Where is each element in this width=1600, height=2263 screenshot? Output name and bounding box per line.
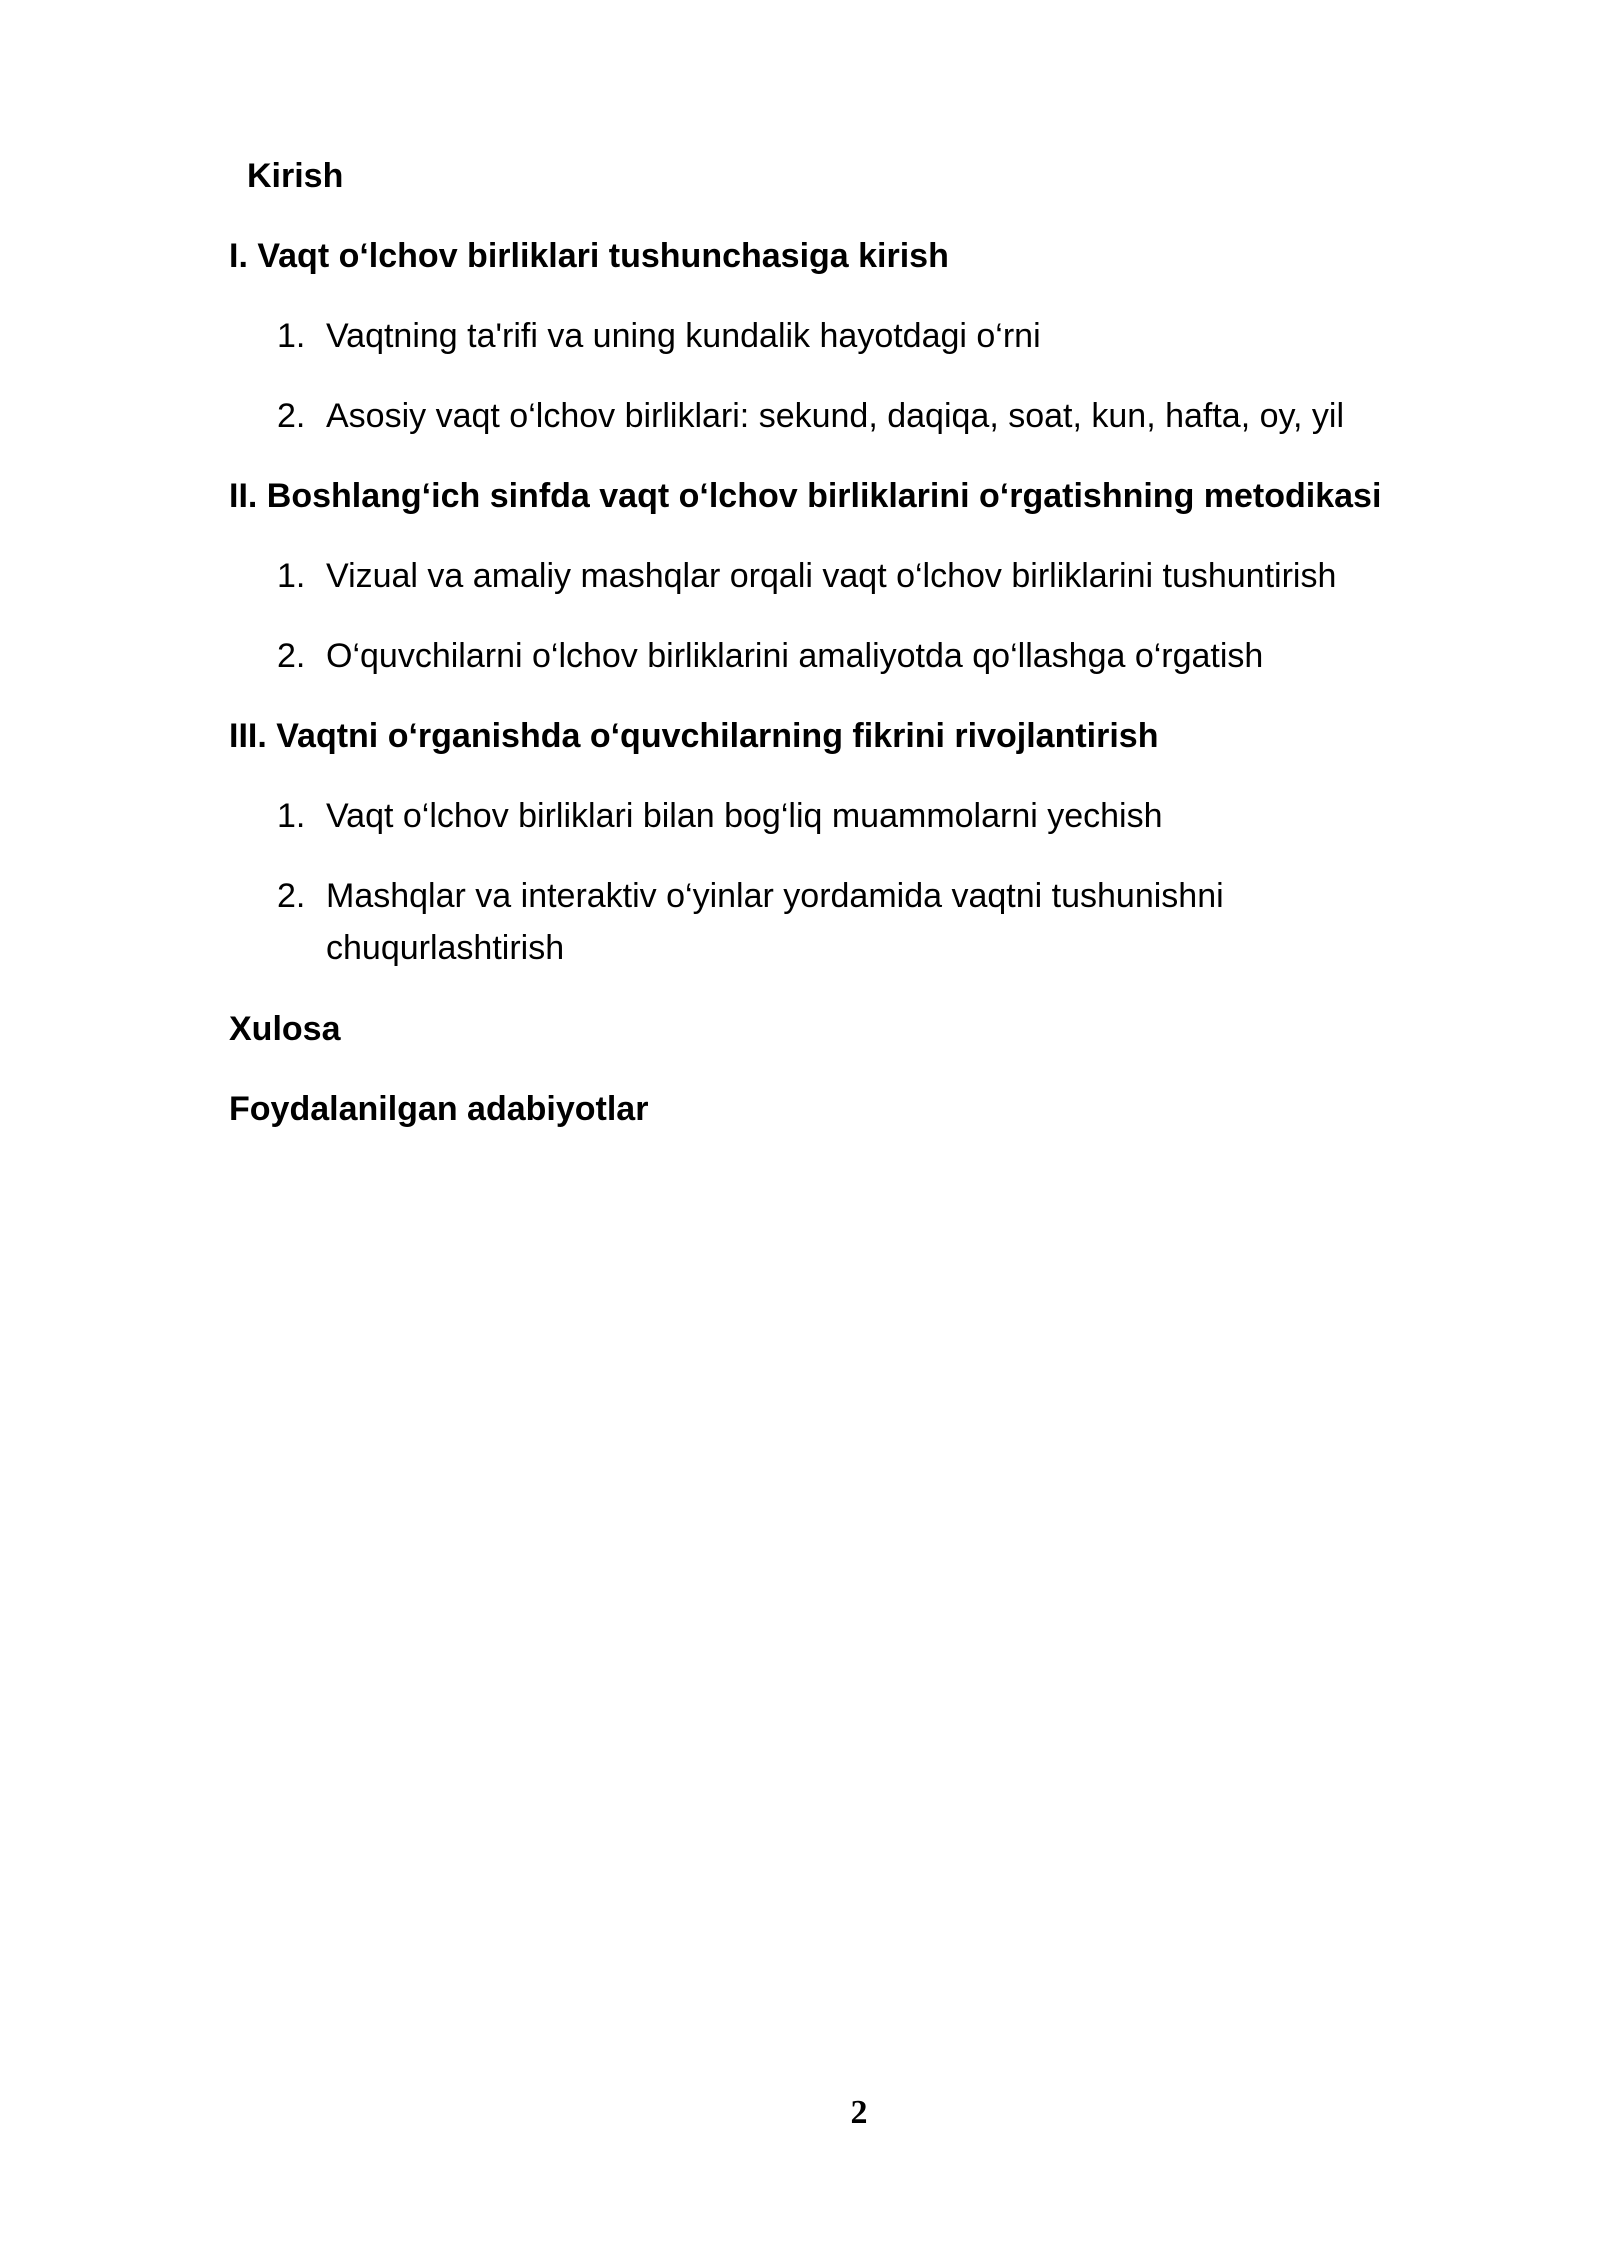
toc-item-text: Mashqlar va interaktiv o‘yinlar yordamida vaqtni tushunishni chuqurlashtirish [326,877,1224,967]
toc-item-number: 2. [277,397,306,435]
toc-item-text: O‘quvchilarni o‘lchov birliklarini amaliyotda qo‘llashga o‘rgatish [326,637,1264,675]
toc-item [229,630,1389,710]
toc-section-3-title: III. Vaqtni o‘rganishda o‘quvchilarning fikrini rivojlantirish [229,717,1159,755]
toc-item-text: Asosiy vaqt o‘lchov birliklari: sekund, daqiqa, soat, kun, hafta, oy, yil [326,397,1344,435]
toc-section-1-title: I. Vaqt o‘lchov birliklari tushunchasiga kirish [229,237,949,275]
toc-conclusion: Xulosa [229,1010,341,1048]
page-number: 2 [850,2094,868,2131]
toc-item-text: Vaqt o‘lchov birliklari bilan bog‘liq muammolarni yechish [326,797,1163,835]
toc-item-number: 1. [277,797,306,835]
toc-item-number: 2. [277,877,306,915]
toc-item-text: Vizual va amaliy mashqlar orqali vaqt o‘lchov birliklarini tushuntirish [326,557,1337,595]
toc-item [229,870,1389,1003]
toc-item [229,310,1389,390]
toc-intro: Kirish [247,157,344,195]
toc-item [229,390,1389,470]
toc-item [229,790,1389,870]
toc-item-number: 2. [277,637,306,675]
table-of-contents [229,150,1389,1163]
toc-item [229,550,1389,630]
toc-references: Foydalanilgan adabiyotlar [229,1090,649,1128]
toc-section-2-title: II. Boshlang‘ich sinfda vaqt o‘lchov birliklarini o‘rgatishning metodikasi [229,477,1382,515]
toc-item-number: 1. [277,317,306,355]
toc-item-text: Vaqtning ta'rifi va uning kundalik hayotdagi o‘rni [326,317,1041,355]
toc-item-number: 1. [277,557,306,595]
